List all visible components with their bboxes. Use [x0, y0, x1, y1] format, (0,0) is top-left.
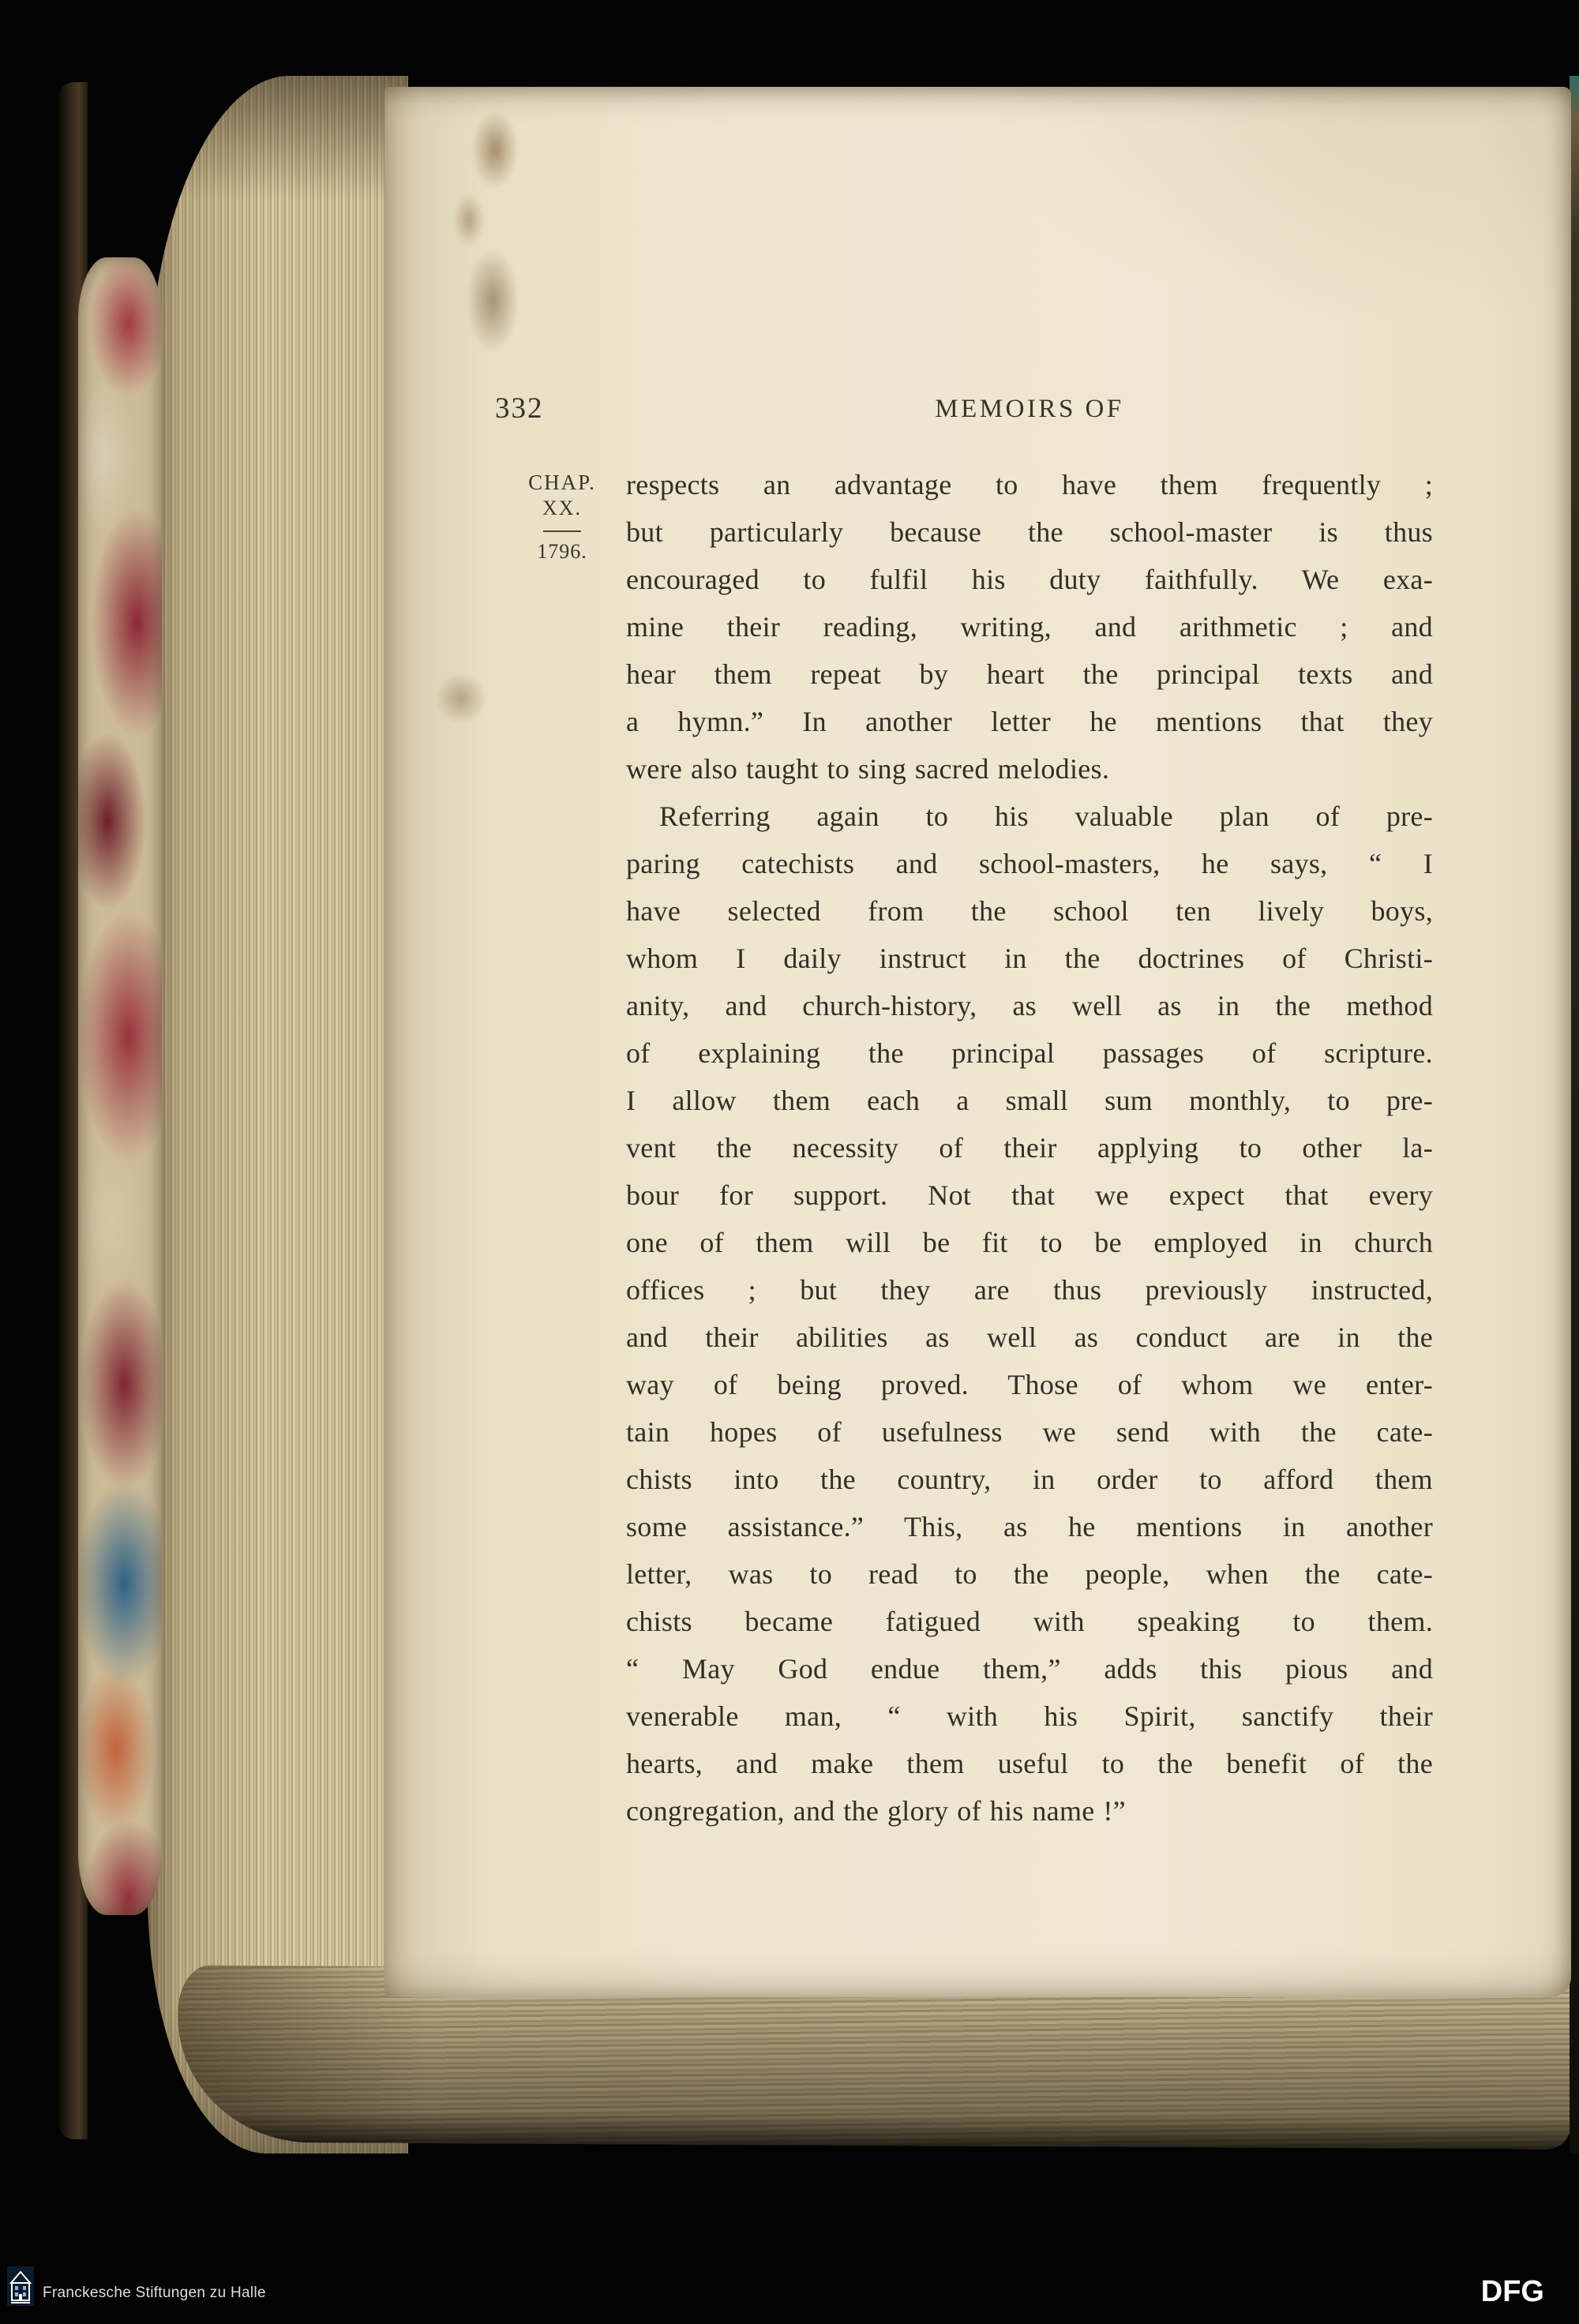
text-line: way of being proved. Those of whom we enter-: [626, 1369, 1433, 1400]
text-line: were also taught to sing sacred melodies.: [626, 753, 1110, 785]
text-line: encouraged to fulfil his duty faithfully. We exa-: [626, 564, 1433, 595]
text-line: anity, and church-history, as well as in the method: [626, 990, 1433, 1021]
book-photo: [59, 76, 1579, 2153]
text-line: of explaining the principal passages of scripture.: [626, 1037, 1433, 1069]
margin-rule: [543, 530, 581, 532]
text-line: congregation, and the glory of his name !”: [626, 1795, 1126, 1827]
text-line: some assistance.” This, as he mentions in another: [626, 1511, 1433, 1542]
text-line: a hymn.” In another letter he mentions that they: [626, 706, 1433, 737]
page-stain: [424, 103, 542, 363]
text-line: have selected from the school ten lively boys,: [626, 895, 1433, 927]
text-line: offices ; but they are thus previously instructed,: [626, 1274, 1433, 1306]
chapter-label: CHAP.: [528, 470, 596, 494]
text-line: “ May God endue them,” adds this pious and: [626, 1653, 1433, 1685]
marbled-board: [78, 257, 162, 1915]
text-line: bour for support. Not that we expect that every: [626, 1179, 1433, 1211]
margin-note: [503, 469, 621, 564]
text-line: Referring again to his valuable plan of pre-: [659, 800, 1433, 832]
running-header: MEMOIRS OF: [935, 395, 1124, 423]
margin-year: 1796.: [537, 540, 587, 563]
text-line: chists into the country, in order to afford them: [626, 1464, 1433, 1495]
text-line: whom I daily instruct in the doctrines of Christi-: [626, 943, 1433, 974]
text-line: venerable man, “ with his Spirit, sanctify their: [626, 1700, 1433, 1732]
dfg-logo: DFG: [1480, 2275, 1544, 2308]
text-line: and their abilities as well as conduct are in the: [626, 1321, 1433, 1353]
text-line: hearts, and make them useful to the benefit of the: [626, 1748, 1433, 1779]
chapter-number: XX.: [542, 497, 583, 519]
footer-bar: [0, 2256, 1579, 2324]
text-line: but particularly because the school-master is thus: [626, 516, 1433, 548]
text-line: I allow them each a small sum monthly, to pre-: [626, 1085, 1433, 1116]
text-line: hear them repeat by heart the principal texts and: [626, 658, 1433, 690]
text-line: chists became fatigued with speaking to them.: [626, 1606, 1433, 1637]
body-text: [626, 461, 1433, 1835]
text-line: letter, was to read to the people, when the cate-: [626, 1558, 1433, 1590]
text-line: paring catechists and school-masters, he says, “ I: [626, 848, 1433, 879]
page-stain: [433, 671, 489, 726]
franckesche-stiftungen-logo: [6, 2266, 35, 2307]
book-page: [384, 87, 1571, 1997]
text-line: tain hopes of usefulness we send with the cate-: [626, 1416, 1433, 1448]
text-line: mine their reading, writing, and arithmetic ; and: [626, 611, 1433, 643]
text-line: vent the necessity of their applying to other la-: [626, 1132, 1433, 1164]
page-number: 332: [495, 392, 544, 425]
text-line: one of them will be fit to be employed in church: [626, 1227, 1433, 1258]
page-edges-left: [148, 76, 408, 2153]
text-line: respects an advantage to have them frequently ;: [626, 469, 1433, 500]
institution-name: Franckesche Stiftungen zu Halle: [43, 2285, 266, 2301]
